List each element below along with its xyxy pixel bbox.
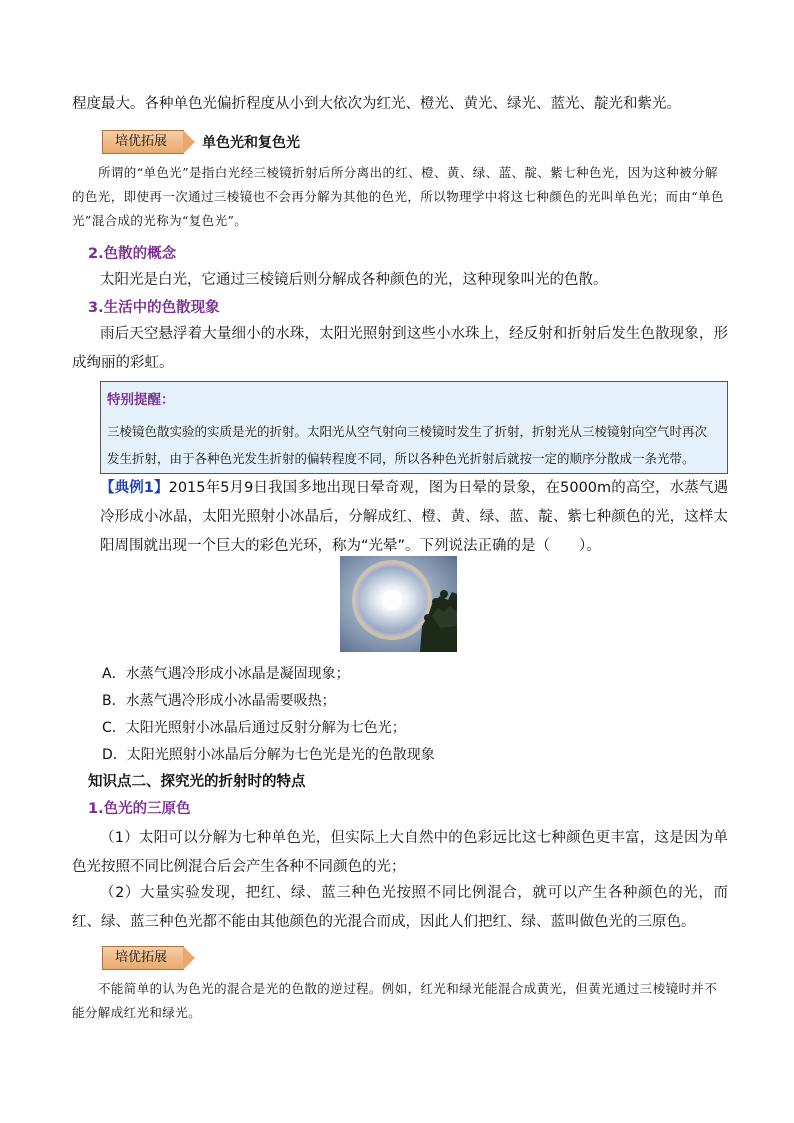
example-text: 2015年5月9日我国多地出现日晕奇观，图为日晕的景象，在5000m的高空，水蒸气遇冷形成小冰晶，太阳光照射小冰晶后，分解成红、橙、黄、绿、蓝、靛、紫七种颜色的光，这样太阳周围就出现一个巨大的彩色光环，称为“光晕”。下列说法正确的是（ ）。: [100, 480, 728, 554]
intro-paragraph: 程度最大。各种单色光偏折程度从小到大依次为红光、橙光、黄光、绿光、蓝光、靛光和紫光。: [72, 96, 681, 112]
extension-header-1: [102, 130, 300, 154]
extension-body-2: 不能简单的认为色光的混合是光的色散的逆过程。例如，红光和绿光能混合成黄光，但黄光通过三棱镜时并不能分解成红光和绿光。: [72, 981, 718, 1020]
section-heading-dispersion: 2.色散的概念: [88, 246, 177, 262]
notice-body: 三棱镜色散实验的实质是光的折射。太阳光从空气射向三棱镜时发生了折射，折射光从三棱镜射向空气时再次发生折射，由于各种色光发生折射的偏转程度不同，所以各种色光折射后就按一定的顺序分散成一条光带。: [107, 424, 708, 466]
primary-colors-para-1: （1）太阳可以分解为七种单色光，但实际上大自然中的色彩远比这七种颜色更丰富，这是因为单色光按照不同比例混合后会产生各种不同颜色的光；: [72, 830, 728, 875]
extension-tag-2: 培优拓展: [102, 946, 184, 970]
section-heading-life: 3.生活中的色散现象: [88, 300, 220, 316]
primary-colors-heading: 1.色光的三原色: [88, 801, 191, 817]
option-b: B．水蒸气遇冷形成小冰晶需要吸热；: [102, 693, 336, 709]
primary-colors-para-2: （2）大量实验发现，把红、绿、蓝三种色光按照不同比例混合，就可以产生各种颜色的光，而红、绿、蓝三种色光都不能由其他颜色的光混合而成，因此人们把红、绿、蓝叫做色光的三原色。: [72, 885, 728, 930]
sun-halo-image: [340, 556, 457, 652]
option-a: A．水蒸气遇冷形成小冰晶是凝固现象；: [102, 666, 350, 682]
example-paragraph: [100, 474, 728, 561]
notice-title: 特别提醒：: [107, 392, 175, 408]
special-notice-box: [100, 381, 728, 474]
extension-tag-1: 培优拓展: [102, 130, 184, 154]
option-c: C．太阳光照射小冰晶后通过反射分解为七色光；: [102, 720, 406, 736]
extension-body-1: 所谓的“单色光”是指白光经三棱镜折射后所分离出的红、橙、黄、绿、蓝、靛、紫七种色光，因为这种被分解的色光，即使再一次通过三棱镜也不会再分解为其他的色光，所以物理学中将这七种颜色的光叫单色光；而由“单色光”混合成的光称为“复色光”。: [72, 165, 724, 228]
extension-title-1: 单色光和复色光: [202, 135, 301, 151]
section-text-life: 雨后天空悬浮着大量细小的水珠，太阳光照射到这些小水珠上，经反射和折射后发生色散现象，形成绚丽的彩虹。: [72, 326, 728, 371]
option-d: D．太阳光照射小冰晶后分解为七色光是光的色散现象: [102, 747, 435, 763]
sun-halo-photo: [340, 556, 457, 652]
example-label: 【典例1】: [100, 480, 169, 496]
section-text-dispersion: 太阳光是白光，它通过三棱镜后则分解成各种颜色的光，这种现象叫光的色散。: [100, 272, 608, 288]
knowledge-heading: 知识点二、探究光的折射时的特点: [88, 774, 306, 790]
extension-header-2: [102, 946, 184, 970]
